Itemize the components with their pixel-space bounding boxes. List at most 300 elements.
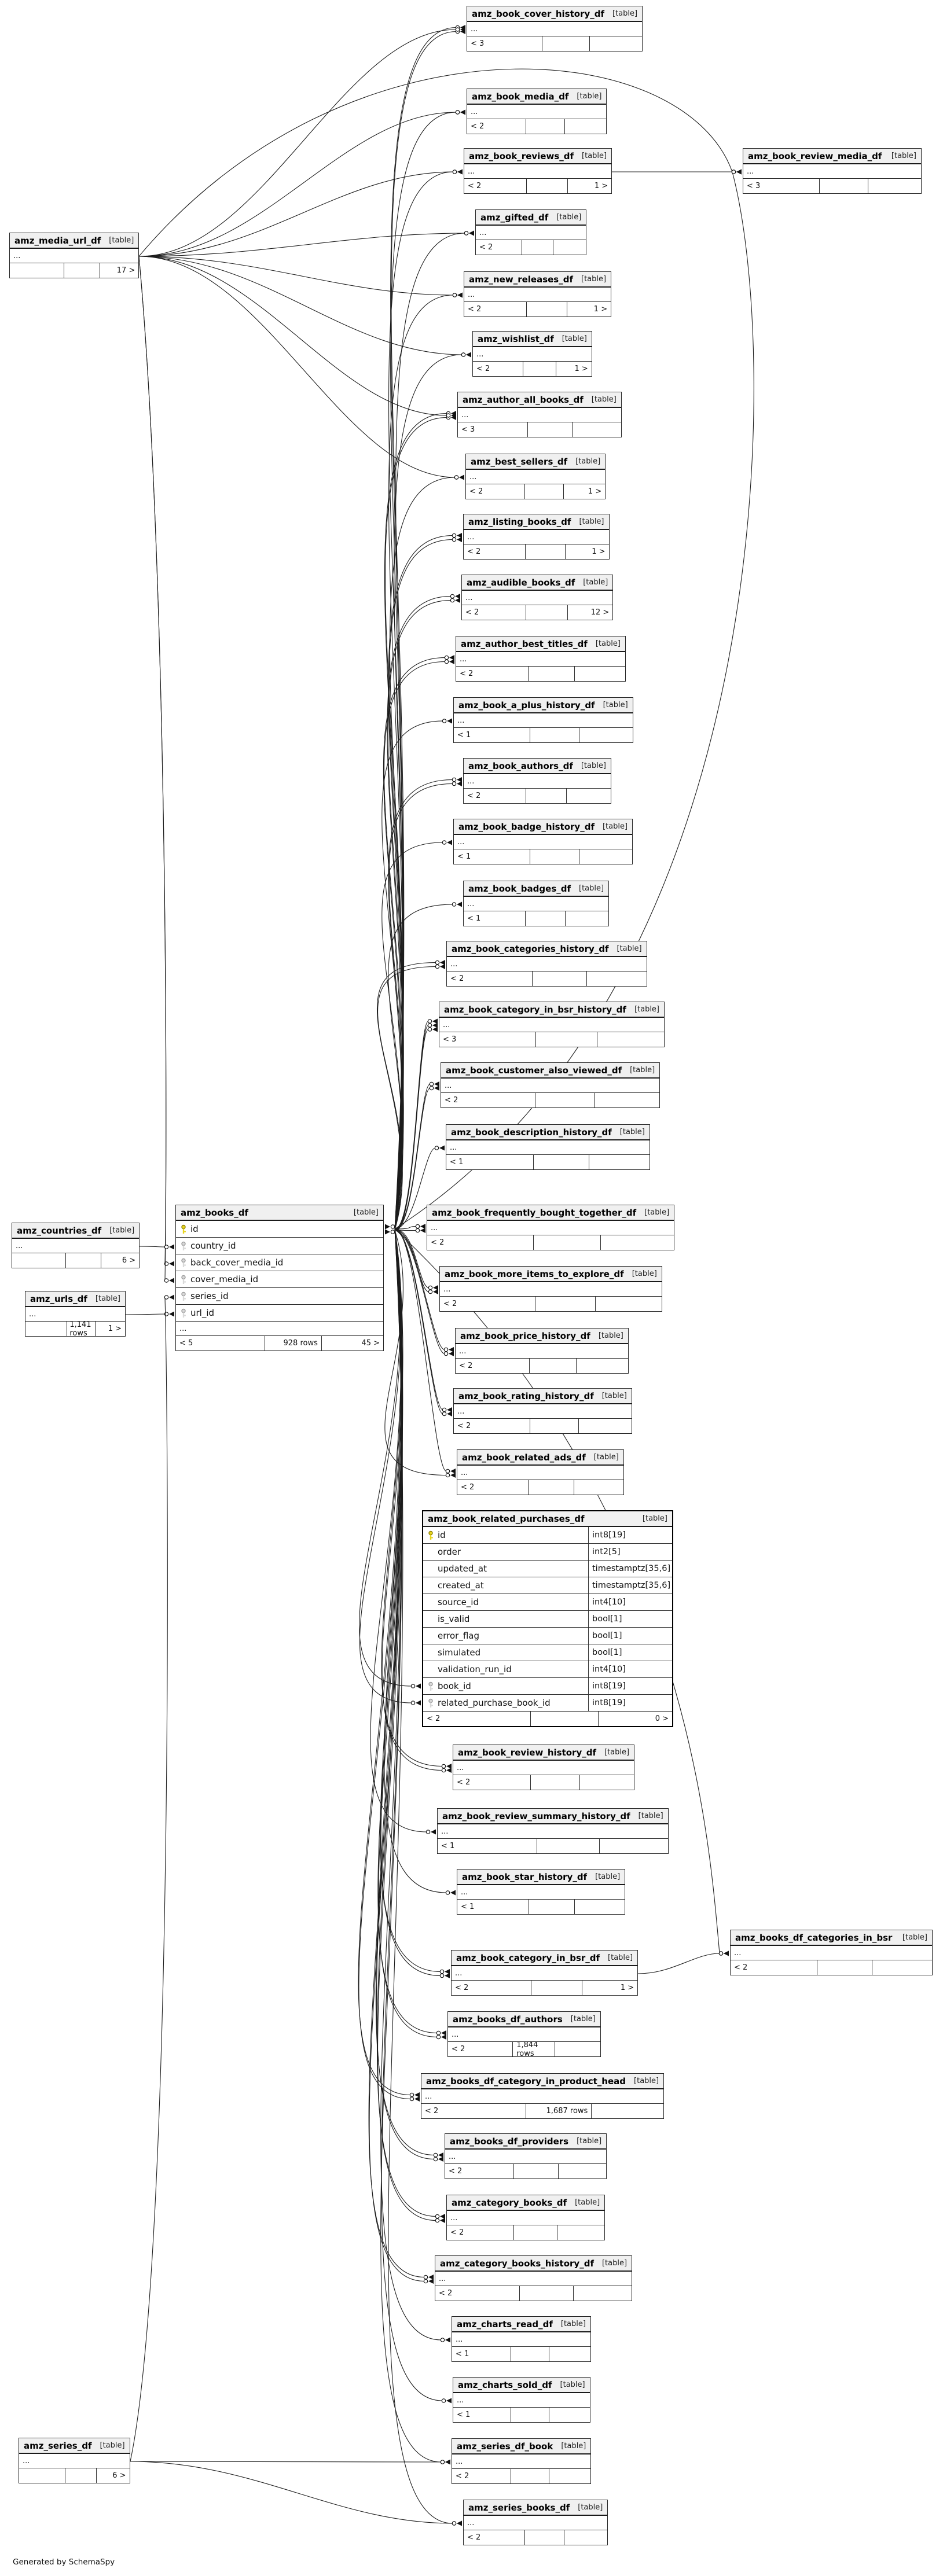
ellipsis-row: ... <box>25 1307 125 1322</box>
table-footer <box>457 1900 625 1914</box>
field-name: is_valid <box>438 1614 470 1624</box>
footer-exported-count <box>574 1900 625 1914</box>
table-name: amz_book_category_in_bsr_df <box>456 1952 600 1963</box>
ellipsis-row: ... <box>452 2454 590 2469</box>
table-tag: [table] <box>617 944 642 953</box>
table-footer <box>457 1480 623 1495</box>
table-header <box>464 149 611 164</box>
table-card-amz_books_df_providers[interactable] <box>445 2133 607 2179</box>
table-tag: [table] <box>570 2015 596 2023</box>
footer-row-count <box>526 789 566 803</box>
table-card-amz_best_sellers_df[interactable] <box>465 454 606 499</box>
footer-row-count <box>530 849 578 864</box>
table-tag: [table] <box>608 1953 633 1962</box>
table-header <box>439 1002 664 1018</box>
footer-fk-count: < 2 <box>459 1361 473 1370</box>
footer-exported-count <box>872 1960 932 1975</box>
table-card-amz_book_review_media_df[interactable] <box>743 148 922 194</box>
footer-fk-count: < 1 <box>457 852 471 861</box>
table-card-amz_book_customer_also_viewed_df[interactable] <box>441 1062 660 1108</box>
table-card-amz_books_df_categories_in_bsr[interactable] <box>730 1930 933 1975</box>
table-footer <box>464 911 608 926</box>
generated-by-label: Generated by SchemaSpy <box>13 2557 115 2567</box>
table-card-amz_author_all_books_df[interactable] <box>457 392 622 437</box>
footer-row-count <box>542 36 590 51</box>
table-name: amz_book_price_history_df <box>460 1330 590 1341</box>
table-card-amz_wishlist_df[interactable] <box>472 331 592 377</box>
footer-fk-count: < 2 <box>457 1778 471 1787</box>
table-header <box>462 575 612 591</box>
table-card-amz_category_books_df[interactable] <box>446 2195 605 2240</box>
field-name: url_id <box>190 1308 215 1318</box>
table-card-amz_book_related_purchases_df[interactable] <box>422 1510 673 1727</box>
table-name: amz_book_badges_df <box>468 883 571 894</box>
table-footer <box>456 1359 628 1373</box>
ellipsis-row: ... <box>446 1140 650 1155</box>
table-card-amz_author_best_titles_df[interactable] <box>456 636 626 682</box>
footer-exported-count <box>600 1235 674 1250</box>
table-tag: [table] <box>634 2077 659 2085</box>
table-name: amz_book_customer_also_viewed_df <box>446 1065 622 1076</box>
table-card-amz_charts_read_df[interactable] <box>452 2316 591 2362</box>
footer-fk-count: < 2 <box>439 2289 453 2298</box>
table-footer <box>12 1253 139 1268</box>
footer-row-count <box>528 1480 574 1495</box>
ellipsis-row: ... <box>421 2089 663 2104</box>
footer-row-count <box>511 2408 548 2422</box>
field-type: timestamptz[35,6] <box>588 1577 672 1594</box>
field-row-order <box>423 1544 672 1561</box>
table-card-amz_book_cover_history_df[interactable] <box>467 6 643 51</box>
footer-row-count <box>64 263 100 278</box>
ellipsis-row: ... <box>473 347 592 362</box>
footer-fk-count: < 2 <box>465 608 479 617</box>
table-card-amz_book_price_history_df[interactable] <box>455 1328 629 1374</box>
field-name: error_flag <box>438 1631 479 1641</box>
table-card-amz_book_a_plus_history_df[interactable] <box>453 697 633 743</box>
footer-row-count <box>524 2530 564 2545</box>
footer-row-count <box>523 362 556 376</box>
table-name: amz_series_df_book <box>457 2441 553 2452</box>
footer-fk-count: < 2 <box>469 487 483 496</box>
footer-row-count <box>535 1297 595 1311</box>
footer-fk-count: < 2 <box>467 547 481 556</box>
footer-exported-count: 12 > <box>567 605 612 620</box>
table-footer <box>467 36 642 51</box>
footer-fk-count <box>12 1253 65 1268</box>
field-type: int2[5] <box>588 1544 672 1560</box>
table-tag: [table] <box>644 1208 670 1217</box>
table-tag: [table] <box>593 1453 619 1462</box>
ellipsis-row: ... <box>466 470 605 484</box>
table-tag: [table] <box>575 2198 600 2207</box>
table-header <box>452 1951 637 1966</box>
footer-exported-count <box>566 789 611 803</box>
table-footer <box>454 1419 632 1433</box>
table-tag: [table] <box>891 152 916 160</box>
table-header <box>731 1930 932 1946</box>
table-footer <box>464 302 611 317</box>
table-name: amz_books_df_authors <box>453 2014 563 2025</box>
footer-exported-count: 1 > <box>567 179 612 193</box>
table-card-amz_book_description_history_df[interactable] <box>446 1124 650 1170</box>
footer-fk-count: < 1 <box>456 2350 469 2358</box>
table-tag: [table] <box>595 639 621 648</box>
table-card-amz_book_badge_history_df[interactable] <box>453 819 633 864</box>
footer-exported-count: 17 > <box>100 263 138 278</box>
table-card-amz_media_url_df[interactable] <box>9 233 139 278</box>
table-name: amz_charts_read_df <box>457 2319 553 2330</box>
table-name: amz_countries_df <box>17 1225 102 1236</box>
footer-exported-count <box>549 2347 590 2361</box>
footer-fk-count <box>10 263 64 278</box>
table-card-amz_countries_df[interactable] <box>12 1223 140 1268</box>
footer-fk-count: < 2 <box>450 2228 464 2237</box>
field-row-related_purchase_book_id <box>423 1695 672 1712</box>
table-name: amz_series_df <box>24 2440 92 2451</box>
ellipsis-row: ... <box>467 22 642 36</box>
field-row-cover_media_id <box>176 1271 383 1288</box>
table-name: amz_book_more_items_to_explore_df <box>445 1268 624 1279</box>
field-type: int4[10] <box>588 1661 672 1677</box>
table-footer <box>446 1155 650 1169</box>
table-name: amz_best_sellers_df <box>471 456 568 467</box>
ellipsis-row: ... <box>456 652 625 667</box>
footer-row-count <box>537 1839 599 1853</box>
table-tag: [table] <box>638 1812 663 1820</box>
ellipsis-row: ... <box>454 835 632 849</box>
table-card-amz_series_df_book[interactable] <box>452 2438 591 2484</box>
table-header <box>454 698 633 713</box>
table-card-amz_book_reviews_df[interactable] <box>464 148 612 194</box>
table-footer <box>464 789 611 803</box>
table-header <box>473 332 592 347</box>
footer-row-count: 1,687 rows <box>526 2104 592 2118</box>
table-card-amz_book_star_history_df[interactable] <box>457 1869 625 1915</box>
footer-row-count <box>530 1712 598 1726</box>
field-row-source_id <box>423 1594 672 1611</box>
table-header <box>12 1223 139 1239</box>
field-name: source_id <box>438 1597 479 1607</box>
table-header <box>10 233 138 249</box>
table-name: amz_books_df_category_in_product_head <box>426 2075 626 2086</box>
table-name: amz_book_review_history_df <box>458 1747 596 1758</box>
table-card-amz_book_related_ads_df[interactable] <box>457 1449 624 1495</box>
field-row-book_id <box>423 1678 672 1695</box>
table-card-amz_book_review_summary_history_df[interactable] <box>437 1808 669 1854</box>
foreign-key-icon <box>179 1241 188 1251</box>
ellipsis-row: ... <box>445 2150 606 2164</box>
field-name: cover_media_id <box>190 1274 259 1285</box>
table-footer <box>743 179 921 193</box>
table-tag: [table] <box>100 2441 125 2450</box>
table-tag: [table] <box>642 1514 667 1523</box>
footer-exported-count <box>579 1775 634 1790</box>
ellipsis-row: ... <box>464 288 611 302</box>
table-name: amz_book_frequently_bought_together_df <box>432 1207 637 1218</box>
table-header <box>446 1125 650 1140</box>
table-name: amz_book_category_in_bsr_history_df <box>444 1004 626 1015</box>
table-header <box>19 2438 130 2454</box>
table-tag: [table] <box>598 1331 623 1340</box>
table-footer <box>445 2164 606 2178</box>
table-card-amz_charts_sold_df[interactable] <box>453 2377 590 2423</box>
footer-exported-count <box>597 1032 664 1047</box>
footer-exported-count <box>549 2469 590 2483</box>
field-name: updated_at <box>438 1563 487 1574</box>
table-card-amz_book_badges_df[interactable] <box>463 881 609 926</box>
table-name: amz_category_books_history_df <box>440 2258 594 2269</box>
field-name: related_purchase_book_id <box>438 1698 551 1708</box>
table-tag: [table] <box>556 213 582 222</box>
table-name: amz_media_url_df <box>14 235 101 246</box>
table-footer <box>427 1235 674 1250</box>
field-name: series_id <box>190 1291 229 1301</box>
table-footer <box>467 119 606 134</box>
table-tag: [table] <box>601 1392 627 1400</box>
ellipsis-row: ... <box>464 530 609 544</box>
footer-exported-count <box>564 2530 607 2545</box>
table-tag: [table] <box>595 1872 621 1881</box>
field-name: book_id <box>438 1681 471 1691</box>
table-tag: [table] <box>109 1226 135 1235</box>
table-header <box>440 1267 662 1282</box>
table-card-amz_book_categories_history_df[interactable] <box>446 941 647 987</box>
footer-row-count <box>525 911 565 926</box>
table-footer <box>438 1839 668 1853</box>
footer-exported-count <box>579 849 632 864</box>
table-tag: [table] <box>902 1933 927 1942</box>
table-name: amz_new_releases_df <box>469 274 573 285</box>
table-footer <box>10 263 138 278</box>
table-header <box>435 2256 632 2272</box>
table-name: amz_audible_books_df <box>467 577 575 588</box>
table-name: amz_author_best_titles_df <box>461 638 588 649</box>
ellipsis-row: ... <box>176 1322 383 1336</box>
footer-row-count <box>526 302 567 317</box>
table-card-amz_books_df_category_in_product_head[interactable] <box>421 2073 664 2119</box>
ellipsis-row: ... <box>743 164 921 179</box>
footer-row-count: 1,141 rows <box>67 1322 94 1336</box>
footer-row-count <box>65 2468 96 2483</box>
table-footer <box>462 605 612 620</box>
ellipsis-row: ... <box>458 408 621 422</box>
field-name: back_cover_media_id <box>190 1257 284 1268</box>
footer-fk-count: < 2 <box>456 2472 469 2481</box>
table-card-amz_book_category_in_bsr_df[interactable] <box>451 1950 638 1996</box>
table-card-amz_book_review_history_df[interactable] <box>453 1745 634 1790</box>
table-header <box>25 1291 125 1307</box>
footer-row-count <box>819 179 868 193</box>
table-footer <box>435 2286 632 2301</box>
field-type: bool[1] <box>588 1644 672 1661</box>
footer-exported-count <box>553 240 586 255</box>
table-name: amz_book_categories_history_df <box>452 943 609 954</box>
table-name: amz_books_df <box>181 1207 248 1218</box>
footer-fk-count: < 2 <box>734 1963 748 1972</box>
footer-row-count <box>533 1155 589 1169</box>
footer-row-count <box>524 484 563 499</box>
table-name: amz_book_description_history_df <box>451 1127 612 1138</box>
table-footer <box>453 2408 590 2422</box>
ellipsis-row: ... <box>464 2516 607 2530</box>
footer-fk-count: < 2 <box>467 792 481 800</box>
ellipsis-row: ... <box>456 1344 628 1359</box>
table-card-amz_series_books_df[interactable] <box>463 2500 608 2545</box>
footer-exported-count <box>564 119 607 134</box>
field-type: bool[1] <box>588 1611 672 1627</box>
table-card-amz_audible_books_df[interactable] <box>461 575 613 620</box>
table-card-amz_urls_df[interactable] <box>25 1291 126 1337</box>
table-card-amz_series_df[interactable] <box>19 2438 130 2483</box>
field-row-created_at <box>423 1577 672 1594</box>
footer-row-count <box>817 1960 872 1975</box>
field-name: simulated <box>438 1647 481 1658</box>
table-footer <box>423 1712 672 1726</box>
table-header <box>453 2378 590 2393</box>
table-footer <box>176 1336 383 1350</box>
table-tag: [table] <box>579 884 604 893</box>
table-footer <box>464 179 611 193</box>
table-header <box>457 1450 623 1466</box>
table-header <box>438 1809 668 1824</box>
table-header <box>456 636 625 652</box>
table-footer <box>464 2530 607 2545</box>
table-footer <box>421 2104 663 2118</box>
footer-row-count <box>535 1032 597 1047</box>
ellipsis-row: ... <box>448 2027 600 2042</box>
table-header <box>464 514 609 530</box>
table-header <box>454 819 632 835</box>
table-card-amz_listing_books_df[interactable] <box>463 514 610 560</box>
table-name: amz_charts_sold_df <box>458 2379 552 2390</box>
footer-row-count <box>528 667 574 681</box>
ellipsis-row: ... <box>440 1282 662 1297</box>
table-footer <box>441 1093 659 1107</box>
table-card-amz_book_media_df[interactable] <box>467 89 607 134</box>
ellipsis-row: ... <box>464 897 608 911</box>
footer-fk-count: < 2 <box>460 669 474 678</box>
table-card-amz_books_df_authors[interactable] <box>447 2011 601 2057</box>
table-name: amz_book_media_df <box>472 91 569 102</box>
table-card-amz_book_more_items_to_explore_df[interactable] <box>439 1266 662 1312</box>
footer-fk-count: < 1 <box>450 1158 464 1166</box>
table-card-amz_book_frequently_bought_together_df[interactable] <box>427 1205 674 1250</box>
table-tag: [table] <box>560 2320 586 2328</box>
table-footer <box>731 1960 932 1975</box>
ellipsis-row: ... <box>427 1221 674 1235</box>
primary-key-icon <box>427 1530 435 1540</box>
field-row-country_id <box>176 1238 383 1254</box>
footer-fk-count: < 3 <box>747 182 761 190</box>
table-footer <box>439 1032 664 1047</box>
table-tag: [table] <box>581 761 606 770</box>
table-card-amz_new_releases_df[interactable] <box>464 271 611 317</box>
footer-exported-count: 1 > <box>556 362 592 376</box>
table-name: amz_book_related_ads_df <box>462 1452 586 1463</box>
footer-row-count <box>530 1775 580 1790</box>
foreign-key-icon <box>179 1275 188 1285</box>
table-footer <box>447 2225 604 2240</box>
table-name: amz_author_all_books_df <box>463 394 584 405</box>
field-name: created_at <box>438 1580 484 1591</box>
footer-exported-count <box>549 2408 590 2422</box>
table-footer <box>448 2042 600 2056</box>
table-card-amz_books_df[interactable] <box>175 1205 384 1351</box>
table-tag: [table] <box>575 457 601 466</box>
footer-exported-count <box>578 1419 632 1433</box>
footer-fk-count: < 1 <box>467 914 481 923</box>
table-card-amz_gifted_df[interactable] <box>475 209 586 255</box>
table-card-amz_book_rating_history_df[interactable] <box>453 1388 632 1434</box>
table-card-amz_category_books_history_df[interactable] <box>435 2255 632 2301</box>
foreign-key-icon <box>427 1698 435 1708</box>
footer-fk-count: < 2 <box>455 1983 469 1992</box>
footer-exported-count: 6 > <box>101 1253 139 1268</box>
field-row-simulated <box>423 1644 672 1661</box>
table-tag: [table] <box>95 1294 120 1303</box>
table-header <box>466 454 605 470</box>
table-card-amz_book_category_in_bsr_history_df[interactable] <box>439 1002 665 1047</box>
footer-fk-count: < 2 <box>479 243 493 252</box>
table-name: amz_book_related_purchases_df <box>428 1513 585 1524</box>
table-header <box>176 1205 383 1221</box>
field-type: int8[19] <box>588 1678 672 1694</box>
table-footer <box>440 1297 662 1311</box>
ellipsis-row: ... <box>12 1239 139 1253</box>
footer-exported-count <box>591 2104 663 2118</box>
footer-fk-count: < 2 <box>443 1300 457 1308</box>
table-header <box>452 2439 590 2454</box>
field-name: id <box>438 1530 446 1540</box>
footer-fk-count: < 2 <box>476 365 490 373</box>
ellipsis-row: ... <box>10 249 138 263</box>
ellipsis-row: ... <box>464 164 611 179</box>
table-card-amz_book_authors_df[interactable] <box>463 758 611 804</box>
ellipsis-row: ... <box>467 105 606 119</box>
footer-exported-count <box>565 911 608 926</box>
footer-row-count <box>513 2164 558 2178</box>
field-row-id <box>423 1527 672 1544</box>
footer-exported-count <box>589 36 642 51</box>
footer-row-count <box>530 1419 578 1433</box>
table-header <box>421 2074 663 2089</box>
table-header <box>464 272 611 288</box>
field-row-url_id <box>176 1305 383 1322</box>
table-name: amz_wishlist_df <box>478 333 554 344</box>
ellipsis-row: ... <box>476 226 586 240</box>
ellipsis-row: ... <box>457 1885 625 1900</box>
footer-row-count <box>522 240 552 255</box>
footer-fk-count: < 2 <box>425 2107 439 2115</box>
footer-fk-count: < 2 <box>468 305 482 314</box>
footer-exported-count <box>555 2042 600 2056</box>
footer-exported-count <box>589 1155 650 1169</box>
table-header <box>458 392 621 408</box>
table-tag: [table] <box>603 701 628 709</box>
table-footer <box>452 2347 590 2361</box>
footer-row-count <box>525 544 565 559</box>
field-type: int8[19] <box>588 1695 672 1711</box>
table-header <box>456 1329 628 1344</box>
table-header <box>464 881 608 897</box>
table-header <box>467 89 606 105</box>
table-footer <box>19 2468 130 2483</box>
footer-row-count <box>532 971 586 986</box>
table-header <box>448 2012 600 2027</box>
table-name: amz_book_authors_df <box>468 760 573 771</box>
table-header <box>457 1870 625 1885</box>
